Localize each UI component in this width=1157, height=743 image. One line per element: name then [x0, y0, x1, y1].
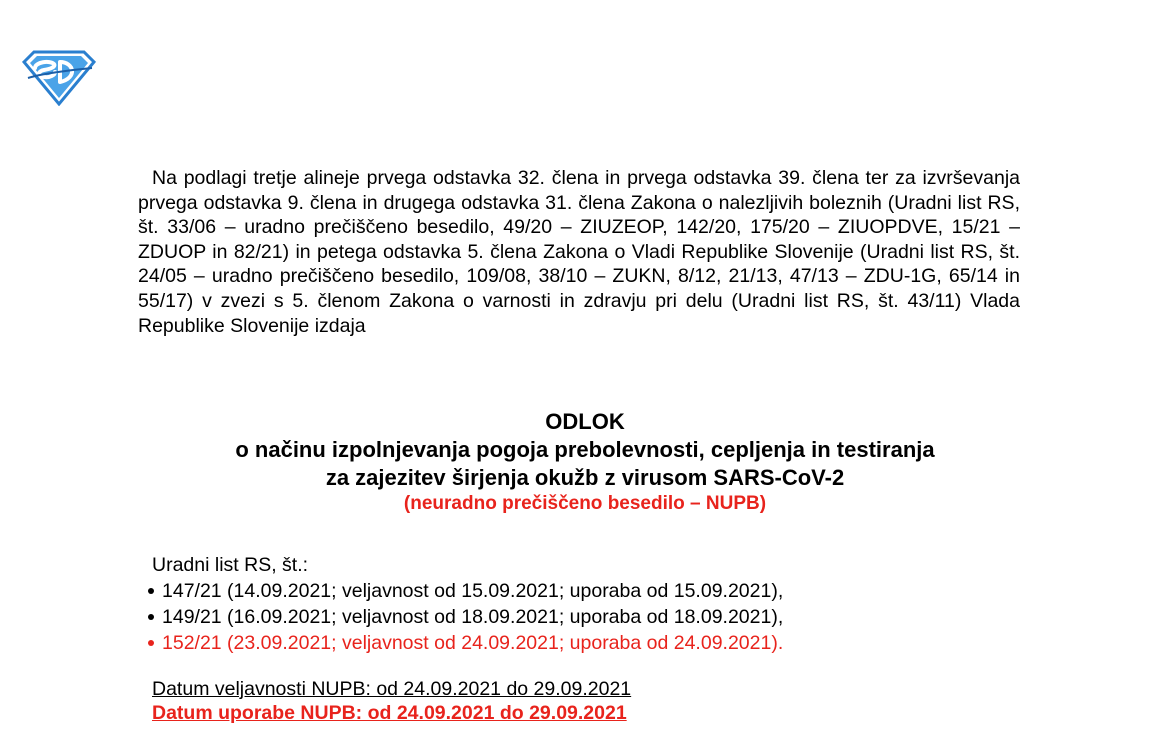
gazette-entry-text: 149/21 (16.09.2021; veljavnost od 18.09.2021; uporaba od 18.09.2021), — [162, 606, 784, 628]
gazette-entry-text: 147/21 (14.09.2021; veljavnost od 15.09.2021; uporaba od 15.09.2021), — [162, 580, 784, 602]
sd-shield-logo-icon — [20, 48, 98, 106]
document-title: ODLOK — [545, 409, 625, 434]
gazette-entry-text: 152/21 (23.09.2021; veljavnost od 24.09.2021; uporaba od 24.09.2021). — [162, 632, 784, 654]
document-title-block — [130, 408, 1040, 516]
gazette-list — [152, 578, 1052, 656]
official-gazette-section — [152, 552, 1052, 656]
usage-date-line: Datum uporabe NUPB: od 24.09.2021 do 29.09.2021 — [152, 702, 627, 724]
document-subtitle-line-1: o načinu izpolnjevanja pogoja prebolevnosti, cepljenja in testiranja — [235, 437, 935, 462]
validity-section — [152, 677, 631, 725]
bullet-icon — [148, 588, 154, 594]
gazette-label: Uradni list RS, št.: — [152, 554, 309, 576]
gazette-entry-latest — [148, 630, 1052, 656]
validity-date-line: Datum veljavnosti NUPB: od 24.09.2021 do 29.09.2021 — [152, 678, 632, 700]
bullet-icon — [148, 640, 154, 646]
document-subtitle-line-2: za zajezitev širjenja okužb z virusom SARS-CoV-2 — [325, 465, 845, 490]
unofficial-consolidated-note: (neuradno prečiščeno besedilo – NUPB) — [403, 493, 767, 514]
preamble-paragraph: Na podlagi tretje alineje prvega odstavka 32. člena in prvega odstavka 39. člena ter za izvrševanja prvega odstavka 9. člena in drugega odstavka 31. člena Zakona o nalezljivih boleznih (Uradni list RS, št. 33/06 – uradno prečiščeno besedilo, 49/20 – ZIUZEOP, 142/20, 175/20 – ZIUOPDVE, 15/21 – ZDUOP in 82/21) in petega odstavka 5. člena Zakona o Vladi Republike Slovenije (Uradni list RS, št. 24/05 – uradno prečiščeno besedilo, 109/08, 38/10 – ZUKN, 8/12, 21/13, 47/13 – ZDU-1G, 65/14 in 55/17) v zvezi s 5. členom Zakona o varnosti in zdravju pri delu (Uradni list RS, št. 43/11) Vlada Republike Slovenije izdaja — [138, 167, 1020, 337]
bullet-icon — [148, 614, 154, 620]
gazette-entry — [148, 578, 1052, 604]
gazette-entry — [148, 604, 1052, 630]
